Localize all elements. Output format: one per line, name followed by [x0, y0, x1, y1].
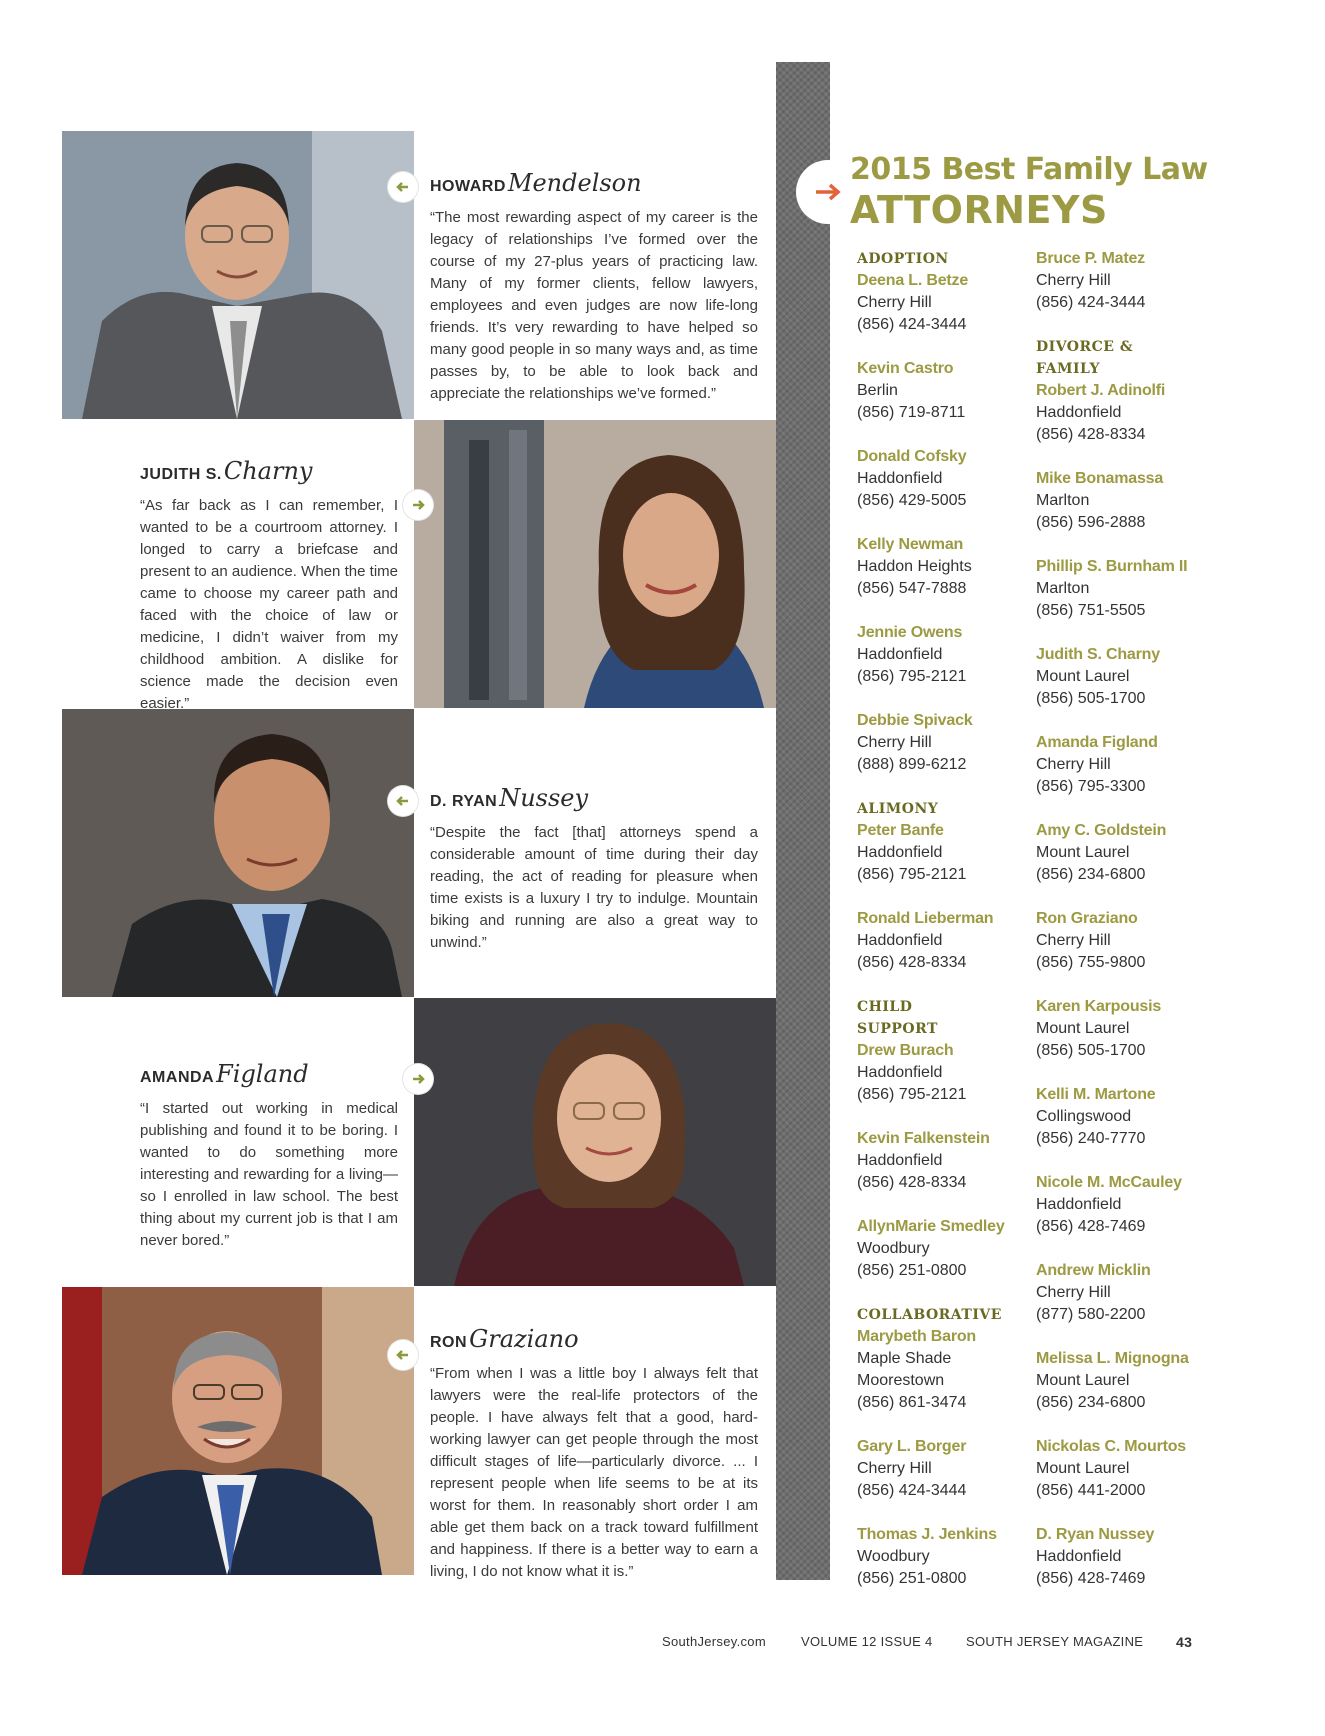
- attorney-phone: (856) 505-1700: [1036, 690, 1146, 707]
- profile-last-name: Figland: [216, 1060, 309, 1088]
- attorney-name: Judith S. Charny: [1036, 646, 1160, 663]
- attorney-name: Nicole M. McCauley: [1036, 1174, 1182, 1191]
- footer-volume: VOLUME 12 ISSUE 4: [801, 1634, 933, 1649]
- attorney-phone: (856) 424-3444: [857, 1482, 967, 1499]
- profile-howard-mendelson: [430, 169, 758, 405]
- attorney-city: Haddon Heights: [857, 558, 972, 575]
- attorney-entry: [857, 622, 1029, 688]
- profile-first-name: JUDITH S.: [140, 466, 222, 483]
- attorney-phone: (856) 751-5505: [1036, 602, 1146, 619]
- attorney-entry: [857, 358, 1029, 424]
- attorney-entry: [857, 1040, 1029, 1106]
- attorney-phone: (856) 428-8334: [1036, 426, 1146, 443]
- attorney-city: Cherry Hill: [1036, 932, 1111, 949]
- profile-name: [430, 169, 758, 201]
- profile-first-name: D. RYAN: [430, 793, 498, 810]
- attorney-city: Haddonfield: [857, 1152, 943, 1169]
- attorney-city: Moorestown: [857, 1372, 945, 1389]
- attorney-phone: (856) 240-7770: [1036, 1130, 1146, 1147]
- attorney-entry: [1036, 1260, 1208, 1326]
- category-heading: FAMILY: [1036, 361, 1100, 377]
- profile-name: [140, 1060, 398, 1092]
- attorney-phone: (856) 505-1700: [1036, 1042, 1146, 1059]
- profile-quote: “Despite the fact [that] attorneys spend a considerable amount of time during their day reading, the act of reading for pleasure when time exists is a luxury I try to indulge. Mountain biking and running are also a great way to unwind.”: [430, 824, 758, 951]
- attorney-city: Haddonfield: [1036, 1196, 1122, 1213]
- photo-judith-charny: [414, 420, 776, 708]
- attorney-phone: (856) 429-5005: [857, 492, 967, 509]
- footer-site: SouthJersey.com: [662, 1634, 766, 1649]
- profile-last-name: Nussey: [499, 784, 589, 812]
- attorney-city: Haddonfield: [857, 844, 943, 861]
- arrow-left-icon: [388, 172, 418, 202]
- attorney-phone: (856) 428-8334: [857, 1174, 967, 1191]
- profile-quote: “As far back as I can remember, I wanted to be a courtroom attorney. I longed to carry a briefcase and present to an audience. When the time came to choose my career path and faced with the choice of law or medicine, I didn’t waiver from my childhood ambition. A dislike for science made the decision even easier.”: [140, 497, 398, 712]
- attorney-city: Cherry Hill: [1036, 1284, 1111, 1301]
- attorney-phone: (856) 234-6800: [1036, 866, 1146, 883]
- attorney-phone: (877) 580-2200: [1036, 1306, 1146, 1323]
- attorney-name: Robert J. Adinolfi: [1036, 382, 1166, 399]
- attorney-entry: [1036, 380, 1208, 446]
- attorney-name: Kelly Newman: [857, 536, 964, 553]
- profile-last-name: Charny: [223, 457, 313, 485]
- attorney-city: Marlton: [1036, 580, 1090, 597]
- attorney-name: Amy C. Goldstein: [1036, 822, 1167, 839]
- profile-ron-graziano: [430, 1325, 758, 1583]
- attorney-phone: (856) 424-3444: [1036, 294, 1146, 311]
- attorney-entry: [1036, 248, 1208, 314]
- profile-last-name: Mendelson: [507, 169, 642, 197]
- arrow-right-icon: [403, 1064, 433, 1094]
- attorney-entry: [857, 1128, 1029, 1194]
- category-heading: ADOPTION: [857, 251, 949, 267]
- attorney-phone: (856) 795-2121: [857, 866, 967, 883]
- attorney-city: Haddonfield: [857, 932, 943, 949]
- photo-ron-graziano: [62, 1287, 414, 1575]
- attorney-name: Nickolas C. Mourtos: [1036, 1438, 1187, 1455]
- attorney-name: Ron Graziano: [1036, 910, 1138, 927]
- attorney-entry: [1036, 1348, 1208, 1414]
- attorney-name: AllynMarie Smedley: [857, 1218, 1005, 1235]
- attorney-phone: (856) 719-8711: [857, 404, 966, 421]
- decorative-strip: [776, 62, 830, 1580]
- attorney-phone: (888) 899-6212: [857, 756, 967, 773]
- attorney-entry: [1036, 996, 1208, 1062]
- attorney-city: Mount Laurel: [1036, 1020, 1130, 1037]
- directory-title-line2: ATTORNEYS: [850, 188, 1108, 232]
- attorney-phone: (856) 428-8334: [857, 954, 967, 971]
- attorney-entry: [857, 820, 1029, 886]
- profile-name: [430, 1325, 758, 1357]
- attorney-city: Haddonfield: [857, 646, 943, 663]
- profile-first-name: AMANDA: [140, 1069, 215, 1086]
- attorney-city: Cherry Hill: [857, 294, 932, 311]
- attorney-name: Peter Banfe: [857, 822, 944, 839]
- attorney-entry: [1036, 820, 1208, 886]
- profile-name: [140, 457, 398, 489]
- attorney-name: Melissa L. Mignogna: [1036, 1350, 1189, 1367]
- attorney-entry: [857, 710, 1029, 776]
- attorney-name: Deena L. Betze: [857, 272, 969, 289]
- attorney-name: Phillip S. Burnham II: [1036, 558, 1188, 575]
- attorney-name: Jennie Owens: [857, 624, 963, 641]
- profile-quote: “I started out working in medical publishing and found it to be boring. I wanted to do something more interesting and rewarding for a living—so I enrolled in law school. The best thing about my current job is that I am never bored.”: [140, 1100, 398, 1249]
- attorney-entry: [857, 1326, 1029, 1414]
- attorney-name: Ronald Lieberman: [857, 910, 994, 927]
- attorney-name: Marybeth Baron: [857, 1328, 976, 1345]
- profile-quote: “From when I was a little boy I always felt that lawyers were the real-life protectors of the people. I have always felt that a good, hard-working lawyer can get people through the most difficult stages of life—particularly divorce. ... I represent people when life seems to be at its worst for them. In reasonably short order I am able get them back on a track toward fulfillment and happiness. If there is a better way to earn a living, I do not know what it is.”: [430, 1365, 758, 1580]
- attorney-city: Berlin: [857, 382, 898, 399]
- attorney-phone: (856) 424-3444: [857, 316, 967, 333]
- attorney-city: Mount Laurel: [1036, 1372, 1130, 1389]
- attorney-city: Haddonfield: [857, 1064, 943, 1081]
- footer-magazine: SOUTH JERSEY MAGAZINE: [966, 1634, 1144, 1649]
- photo-d-ryan-nussey: [62, 709, 414, 997]
- photo-amanda-figland: [414, 998, 776, 1286]
- attorney-entry: [857, 534, 1029, 600]
- category-heading: COLLABORATIVE: [857, 1307, 1002, 1323]
- attorney-entry: [1036, 556, 1208, 622]
- attorney-city: Marlton: [1036, 492, 1090, 509]
- category-heading: CHILD: [857, 999, 913, 1015]
- attorney-city: Cherry Hill: [857, 1460, 932, 1477]
- category-heading: SUPPORT: [857, 1021, 938, 1037]
- attorney-entry: [1036, 732, 1208, 798]
- attorney-name: Amanda Figland: [1036, 734, 1158, 751]
- attorney-phone: (856) 251-0800: [857, 1262, 967, 1279]
- attorney-name: Thomas J. Jenkins: [857, 1526, 997, 1543]
- attorney-city: Woodbury: [857, 1548, 930, 1565]
- attorney-phone: (856) 795-2121: [857, 1086, 967, 1103]
- attorney-city: Collingswood: [1036, 1108, 1132, 1125]
- attorney-entry: [1036, 468, 1208, 534]
- arrow-left-icon: [388, 1340, 418, 1370]
- directory-title-line1: 2015 Best Family Law: [850, 152, 1208, 187]
- attorney-name: Kelli M. Martone: [1036, 1086, 1156, 1103]
- attorney-city: Mount Laurel: [1036, 844, 1130, 861]
- attorney-name: Kevin Castro: [857, 360, 954, 377]
- page-number: 43: [1176, 1634, 1193, 1650]
- profile-d-ryan-nussey: [430, 784, 758, 954]
- attorney-city: Haddonfield: [1036, 404, 1122, 421]
- attorney-phone: (856) 441-2000: [1036, 1482, 1146, 1499]
- attorney-name: Debbie Spivack: [857, 712, 973, 729]
- profile-first-name: RON: [430, 1334, 468, 1351]
- attorney-city: Haddonfield: [857, 470, 943, 487]
- category-heading: ALIMONY: [857, 801, 939, 817]
- attorney-phone: (856) 795-3300: [1036, 778, 1146, 795]
- attorney-name: D. Ryan Nussey: [1036, 1526, 1155, 1543]
- attorney-entry: [1036, 1524, 1208, 1590]
- attorney-phone: (856) 234-6800: [1036, 1394, 1146, 1411]
- attorney-city: Haddonfield: [1036, 1548, 1122, 1565]
- attorney-city: Mount Laurel: [1036, 1460, 1130, 1477]
- attorney-entry: [1036, 1084, 1208, 1150]
- profile-first-name: HOWARD: [430, 178, 506, 195]
- attorney-entry: [1036, 908, 1208, 974]
- attorney-entry: [857, 270, 1029, 336]
- directory-column-1: [857, 248, 1029, 1612]
- attorney-entry: [857, 1524, 1029, 1590]
- profile-last-name: Graziano: [469, 1325, 579, 1353]
- attorney-name: Andrew Micklin: [1036, 1262, 1151, 1279]
- attorney-name: Bruce P. Matez: [1036, 250, 1145, 267]
- photo-howard-mendelson: [62, 131, 414, 419]
- attorney-phone: (856) 755-9800: [1036, 954, 1146, 971]
- attorney-city: Cherry Hill: [1036, 756, 1111, 773]
- attorney-phone: (856) 251-0800: [857, 1570, 967, 1587]
- attorney-name: Karen Karpousis: [1036, 998, 1162, 1015]
- profile-name: [430, 784, 758, 816]
- attorney-phone: (856) 861-3474: [857, 1394, 967, 1411]
- attorney-city: Cherry Hill: [857, 734, 932, 751]
- attorney-entry: [1036, 1436, 1208, 1502]
- attorney-entry: [1036, 1172, 1208, 1238]
- attorney-name: Kevin Falkenstein: [857, 1130, 990, 1147]
- attorney-entry: [857, 446, 1029, 512]
- directory-column-2: [1036, 248, 1208, 1612]
- attorney-entry: [857, 908, 1029, 974]
- attorney-name: Drew Burach: [857, 1042, 954, 1059]
- arrow-right-icon: [403, 490, 433, 520]
- attorney-entry: [857, 1436, 1029, 1502]
- profile-judith-charny: [140, 457, 398, 715]
- profile-amanda-figland: [140, 1060, 398, 1252]
- category-heading: DIVORCE &: [1036, 339, 1133, 355]
- attorney-entry: [1036, 644, 1208, 710]
- attorney-phone: (856) 795-2121: [857, 668, 967, 685]
- attorney-city: Mount Laurel: [1036, 668, 1130, 685]
- attorney-name: Gary L. Borger: [857, 1438, 967, 1455]
- attorney-name: Mike Bonamassa: [1036, 470, 1164, 487]
- attorney-city: Cherry Hill: [1036, 272, 1111, 289]
- attorney-phone: (856) 428-7469: [1036, 1218, 1146, 1235]
- attorney-entry: [857, 1216, 1029, 1282]
- attorney-name: Donald Cofsky: [857, 448, 967, 465]
- arrow-left-icon: [388, 786, 418, 816]
- attorney-city: Woodbury: [857, 1240, 930, 1257]
- attorney-phone: (856) 547-7888: [857, 580, 967, 597]
- attorney-city: Maple Shade: [857, 1350, 952, 1367]
- attorney-phone: (856) 428-7469: [1036, 1570, 1146, 1587]
- attorney-phone: (856) 596-2888: [1036, 514, 1146, 531]
- profile-quote: “The most rewarding aspect of my career is the legacy of relationships I’ve formed over the course of my 27-plus years of practicing law. Many of my former clients, fellow lawyers, employees and even judges are now life-long friends. It’s very rewarding to have helped so many good people in so many ways and, as time passes by, to be able to look back and appreciate the relationships we’ve formed.”: [430, 209, 758, 402]
